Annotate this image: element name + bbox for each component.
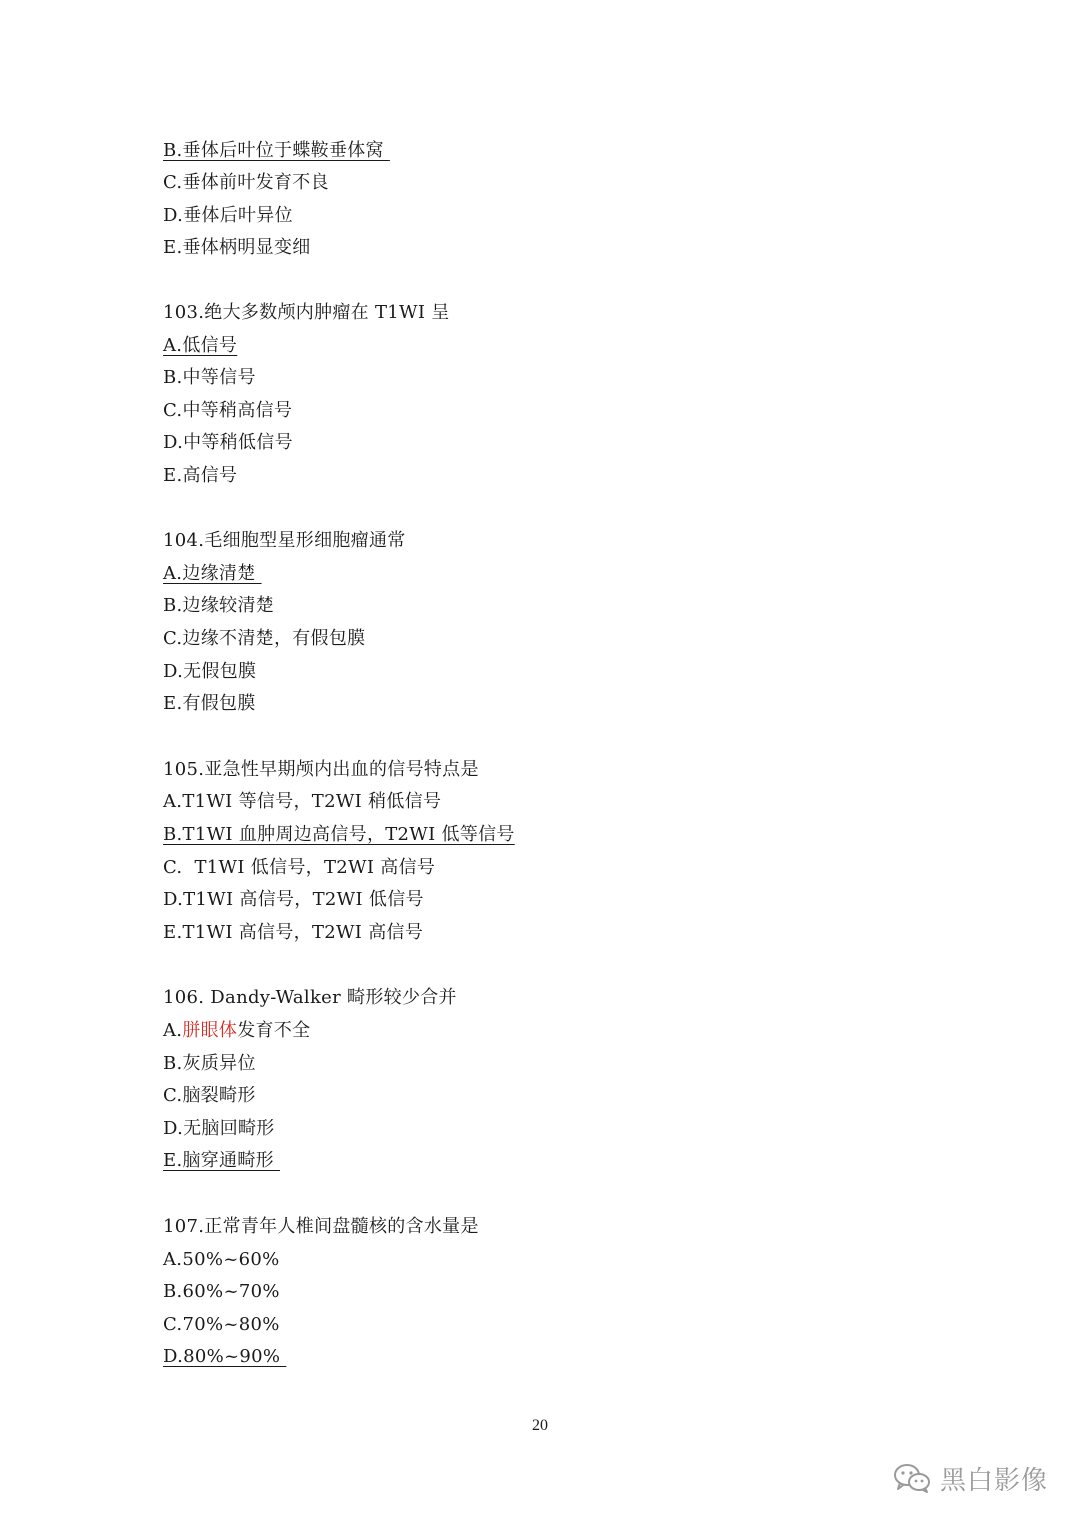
- q106-option-a: [163, 1019, 310, 1043]
- q105-option-e: E.T1WI 高信号，T2WI 高信号: [163, 922, 424, 943]
- q104-option-a-answer: A.边缘清楚: [163, 563, 262, 584]
- q106-stem: 106. Dandy-Walker 畸形较少合并: [163, 987, 457, 1008]
- wechat-icon: [892, 1462, 932, 1494]
- q106-option-c: C.脑裂畸形: [163, 1085, 256, 1106]
- q105-stem: 105.亚急性早期颅内出血的信号特点是: [163, 759, 479, 780]
- q106-option-a-prefix: A.: [163, 1020, 183, 1041]
- q103-option-a-answer: A.低信号: [163, 335, 238, 356]
- q102-option-d: D.垂体后叶异位: [163, 205, 293, 226]
- q105-option-a: A.T1WI 等信号，T2WI 稍低信号: [163, 791, 442, 812]
- q104-option-d: D.无假包膜: [163, 661, 257, 682]
- q103-option-e: E.高信号: [163, 465, 238, 486]
- q107-option-d-answer: D.80%~90%: [163, 1346, 287, 1367]
- q105-option-b-answer: B.T1WI 血肿周边高信号，T2WI 低等信号: [163, 824, 515, 845]
- q102-option-e: E.垂体柄明显变细: [163, 237, 311, 258]
- q105-option-c: C. T1WI 低信号，T2WI 高信号: [163, 857, 436, 878]
- q102-option-b-answer: B.垂体后叶位于蝶鞍垂体窝: [163, 140, 390, 161]
- q106-option-e-answer: E.脑穿通畸形: [163, 1150, 280, 1171]
- q107-option-a: A.50%~60%: [163, 1249, 280, 1270]
- q107-option-b: B.60%~70%: [163, 1281, 280, 1302]
- q104-option-e: E.有假包膜: [163, 693, 256, 714]
- q106-option-a-suffix: 发育不全: [237, 1020, 311, 1041]
- q104-stem: 104.毛细胞型星形细胞瘤通常: [163, 530, 406, 551]
- q103-stem: 103.绝大多数颅内肿瘤在 T1WI 呈: [163, 302, 450, 323]
- watermark-text: 黑白影像: [939, 1465, 1048, 1496]
- q103-option-c: C.中等稍高信号: [163, 400, 293, 421]
- q106-option-a-highlight: 胼眼体: [182, 1020, 238, 1041]
- q104-option-c: C.边缘不清楚，有假包膜: [163, 628, 366, 649]
- q106-option-b: B.灰质异位: [163, 1053, 256, 1074]
- q106-option-d: D.无脑回畸形: [163, 1118, 275, 1139]
- q105-option-d: D.T1WI 高信号，T2WI 低信号: [163, 889, 424, 910]
- page-number: 20: [532, 1417, 548, 1434]
- q102-option-c: C.垂体前叶发育不良: [163, 172, 329, 193]
- q103-option-d: D.中等稍低信号: [163, 432, 293, 453]
- q104-option-b: B.边缘较清楚: [163, 595, 275, 616]
- q107-stem: 107.正常青年人椎间盘髓核的含水量是: [163, 1216, 479, 1237]
- q103-option-b: B.中等信号: [163, 367, 256, 388]
- q107-option-c: C.70%~80%: [163, 1314, 280, 1335]
- watermark: [892, 1457, 1048, 1499]
